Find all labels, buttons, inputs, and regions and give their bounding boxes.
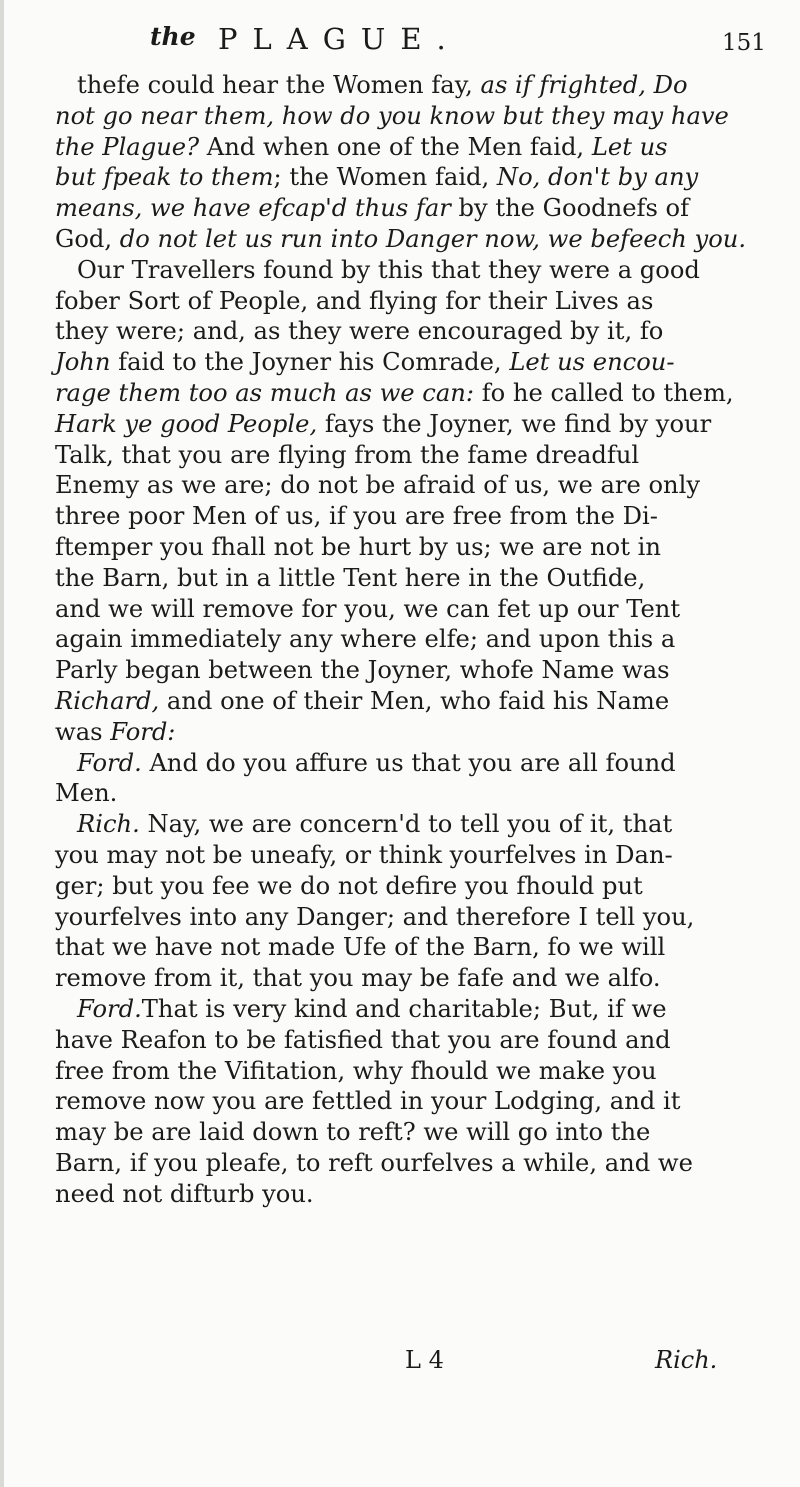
text-run: ftemper you fhall not be hurt by us; we are not in — [55, 532, 661, 561]
text-run: thefe could hear the Women fay, — [77, 71, 481, 99]
text-run: fober Sort of People, and flying for their Lives as — [55, 286, 654, 315]
text-line — [55, 778, 790, 809]
text-line — [55, 255, 790, 286]
text-line — [55, 686, 790, 717]
paragraph — [55, 70, 790, 255]
text-line — [55, 871, 790, 902]
text-line — [55, 717, 790, 748]
text-line — [55, 316, 790, 347]
text-run: remove from it, that you may be fafe and we alfo. — [55, 964, 661, 993]
page-gutter — [0, 0, 4, 1487]
text-run: by the Goodnefs of — [450, 194, 690, 223]
text-run: Our Travellers found by this that they were a good — [77, 255, 700, 284]
text-line — [55, 655, 790, 686]
text-line — [55, 193, 790, 224]
text-line — [55, 286, 790, 317]
running-head-title: PLAGUE. — [218, 22, 461, 56]
text-line — [55, 1117, 790, 1148]
text-run: and one of their Men, who faid his Name — [159, 686, 670, 715]
text-run: ger; but you fee we do not defire you fhould put — [55, 871, 643, 900]
italic-run: means, we have efcap'd thus far — [55, 194, 451, 223]
text-run: free from the Vifitation, why fhould we make you — [55, 1056, 657, 1085]
text-run: Nay, we are concern'd to tell you of it, that — [139, 810, 673, 839]
italic-run: rage them too as much as we can: — [55, 378, 475, 407]
paragraph — [55, 748, 790, 810]
text-run: that we have not made Ufe of the Barn, fo we will — [55, 933, 666, 962]
text-line — [55, 902, 790, 933]
running-head-article: the — [150, 22, 196, 51]
text-run: Men. — [55, 779, 118, 808]
text-run: remove now you are fettled in your Lodging, and it — [55, 1087, 681, 1116]
text-run: was — [55, 717, 111, 746]
text-run: ; the Women faid, — [273, 163, 497, 192]
paragraph — [55, 994, 790, 1210]
text-run: Barn, if you pleafe, to reft ourfelves a while, and we — [55, 1148, 693, 1177]
italic-run: Hark ye good People, — [55, 409, 318, 438]
text-line — [55, 748, 790, 779]
text-line — [55, 224, 790, 255]
text-line — [55, 532, 790, 563]
italic-run: Ford. — [77, 748, 142, 777]
italic-run: John — [55, 348, 111, 377]
text-line — [55, 409, 790, 440]
text-run: the Barn, but in a little Tent here in the Outfide, — [55, 563, 646, 592]
text-run: God, — [55, 224, 120, 253]
catchword: Rich. — [655, 1346, 718, 1374]
page-number: 151 — [722, 30, 766, 56]
text-line — [55, 101, 790, 132]
text-line — [55, 440, 790, 471]
text-line — [55, 347, 790, 378]
text-line — [55, 501, 790, 532]
italic-run: Rich. — [77, 810, 140, 839]
text-line — [55, 563, 790, 594]
text-run: they were; and, as they were encouraged by it, fo — [55, 317, 664, 346]
text-run: yourfelves into any Danger; and therefore I tell you, — [55, 902, 695, 931]
paragraph — [55, 809, 790, 994]
italic-run: Richard, — [55, 686, 160, 715]
italic-run: the Plague? — [55, 132, 200, 161]
text-run: may be are laid down to reft? we will go into the — [55, 1118, 651, 1147]
text-run: faid to the Joyner his Comrade, — [110, 348, 510, 377]
catchline — [55, 1346, 790, 1378]
text-run: And do you affure us that you are all found — [141, 748, 676, 777]
italic-run: not go near them, how do you know but they may have — [55, 101, 729, 130]
text-line — [55, 624, 790, 655]
text-line — [55, 594, 790, 625]
text-line — [55, 932, 790, 963]
body-text — [55, 70, 790, 1209]
text-run: Parly began between the Joyner, whofe Name was — [55, 656, 670, 685]
text-line — [55, 470, 790, 501]
text-line — [55, 132, 790, 163]
text-run: That is very kind and charitable; But, if we — [141, 994, 667, 1023]
text-run: three poor Men of us, if you are free from the Di- — [55, 502, 658, 531]
text-run: you may not be uneafy, or think yourfelves in Dan- — [55, 840, 673, 869]
italic-run: No, don't by any — [496, 163, 699, 192]
text-line — [55, 378, 790, 409]
text-run: need not difturb you. — [55, 1179, 314, 1208]
text-line — [55, 994, 790, 1025]
text-run: Talk, that you are flying from the fame dreadful — [55, 440, 640, 469]
text-run: Enemy as we are; do not be afraid of us, we are only — [55, 471, 701, 500]
italic-run: but fpeak to them — [55, 163, 274, 192]
italic-run: Ford: — [110, 717, 176, 746]
text-line — [55, 1086, 790, 1117]
text-line — [55, 70, 790, 101]
italic-run: Let us — [591, 132, 668, 161]
text-run: fays the Joyner, we find by your — [317, 409, 712, 438]
italic-run: as if frighted, Do — [480, 71, 688, 99]
text-run: fo he called to them, — [474, 378, 734, 407]
italic-run: do not let us run into Danger now, we befeech you. — [119, 224, 747, 253]
text-run: And when one of the Men faid, — [199, 132, 592, 161]
text-run: and we will remove for you, we can fet up our Tent — [55, 594, 681, 623]
running-head — [150, 20, 570, 60]
italic-run: Let us encou- — [509, 348, 675, 377]
text-run: again immediately any where elfe; and upon this a — [55, 625, 676, 654]
text-line — [55, 840, 790, 871]
text-line — [55, 1056, 790, 1087]
text-line — [55, 1148, 790, 1179]
text-line — [55, 809, 790, 840]
text-run: have Reafon to be fatisfied that you are found and — [55, 1025, 671, 1054]
italic-run: Ford. — [77, 994, 142, 1023]
text-line — [55, 963, 790, 994]
text-line — [55, 162, 790, 193]
signature-mark: L 4 — [405, 1346, 444, 1374]
text-line — [55, 1179, 790, 1210]
paragraph — [55, 255, 790, 748]
text-line — [55, 1025, 790, 1056]
